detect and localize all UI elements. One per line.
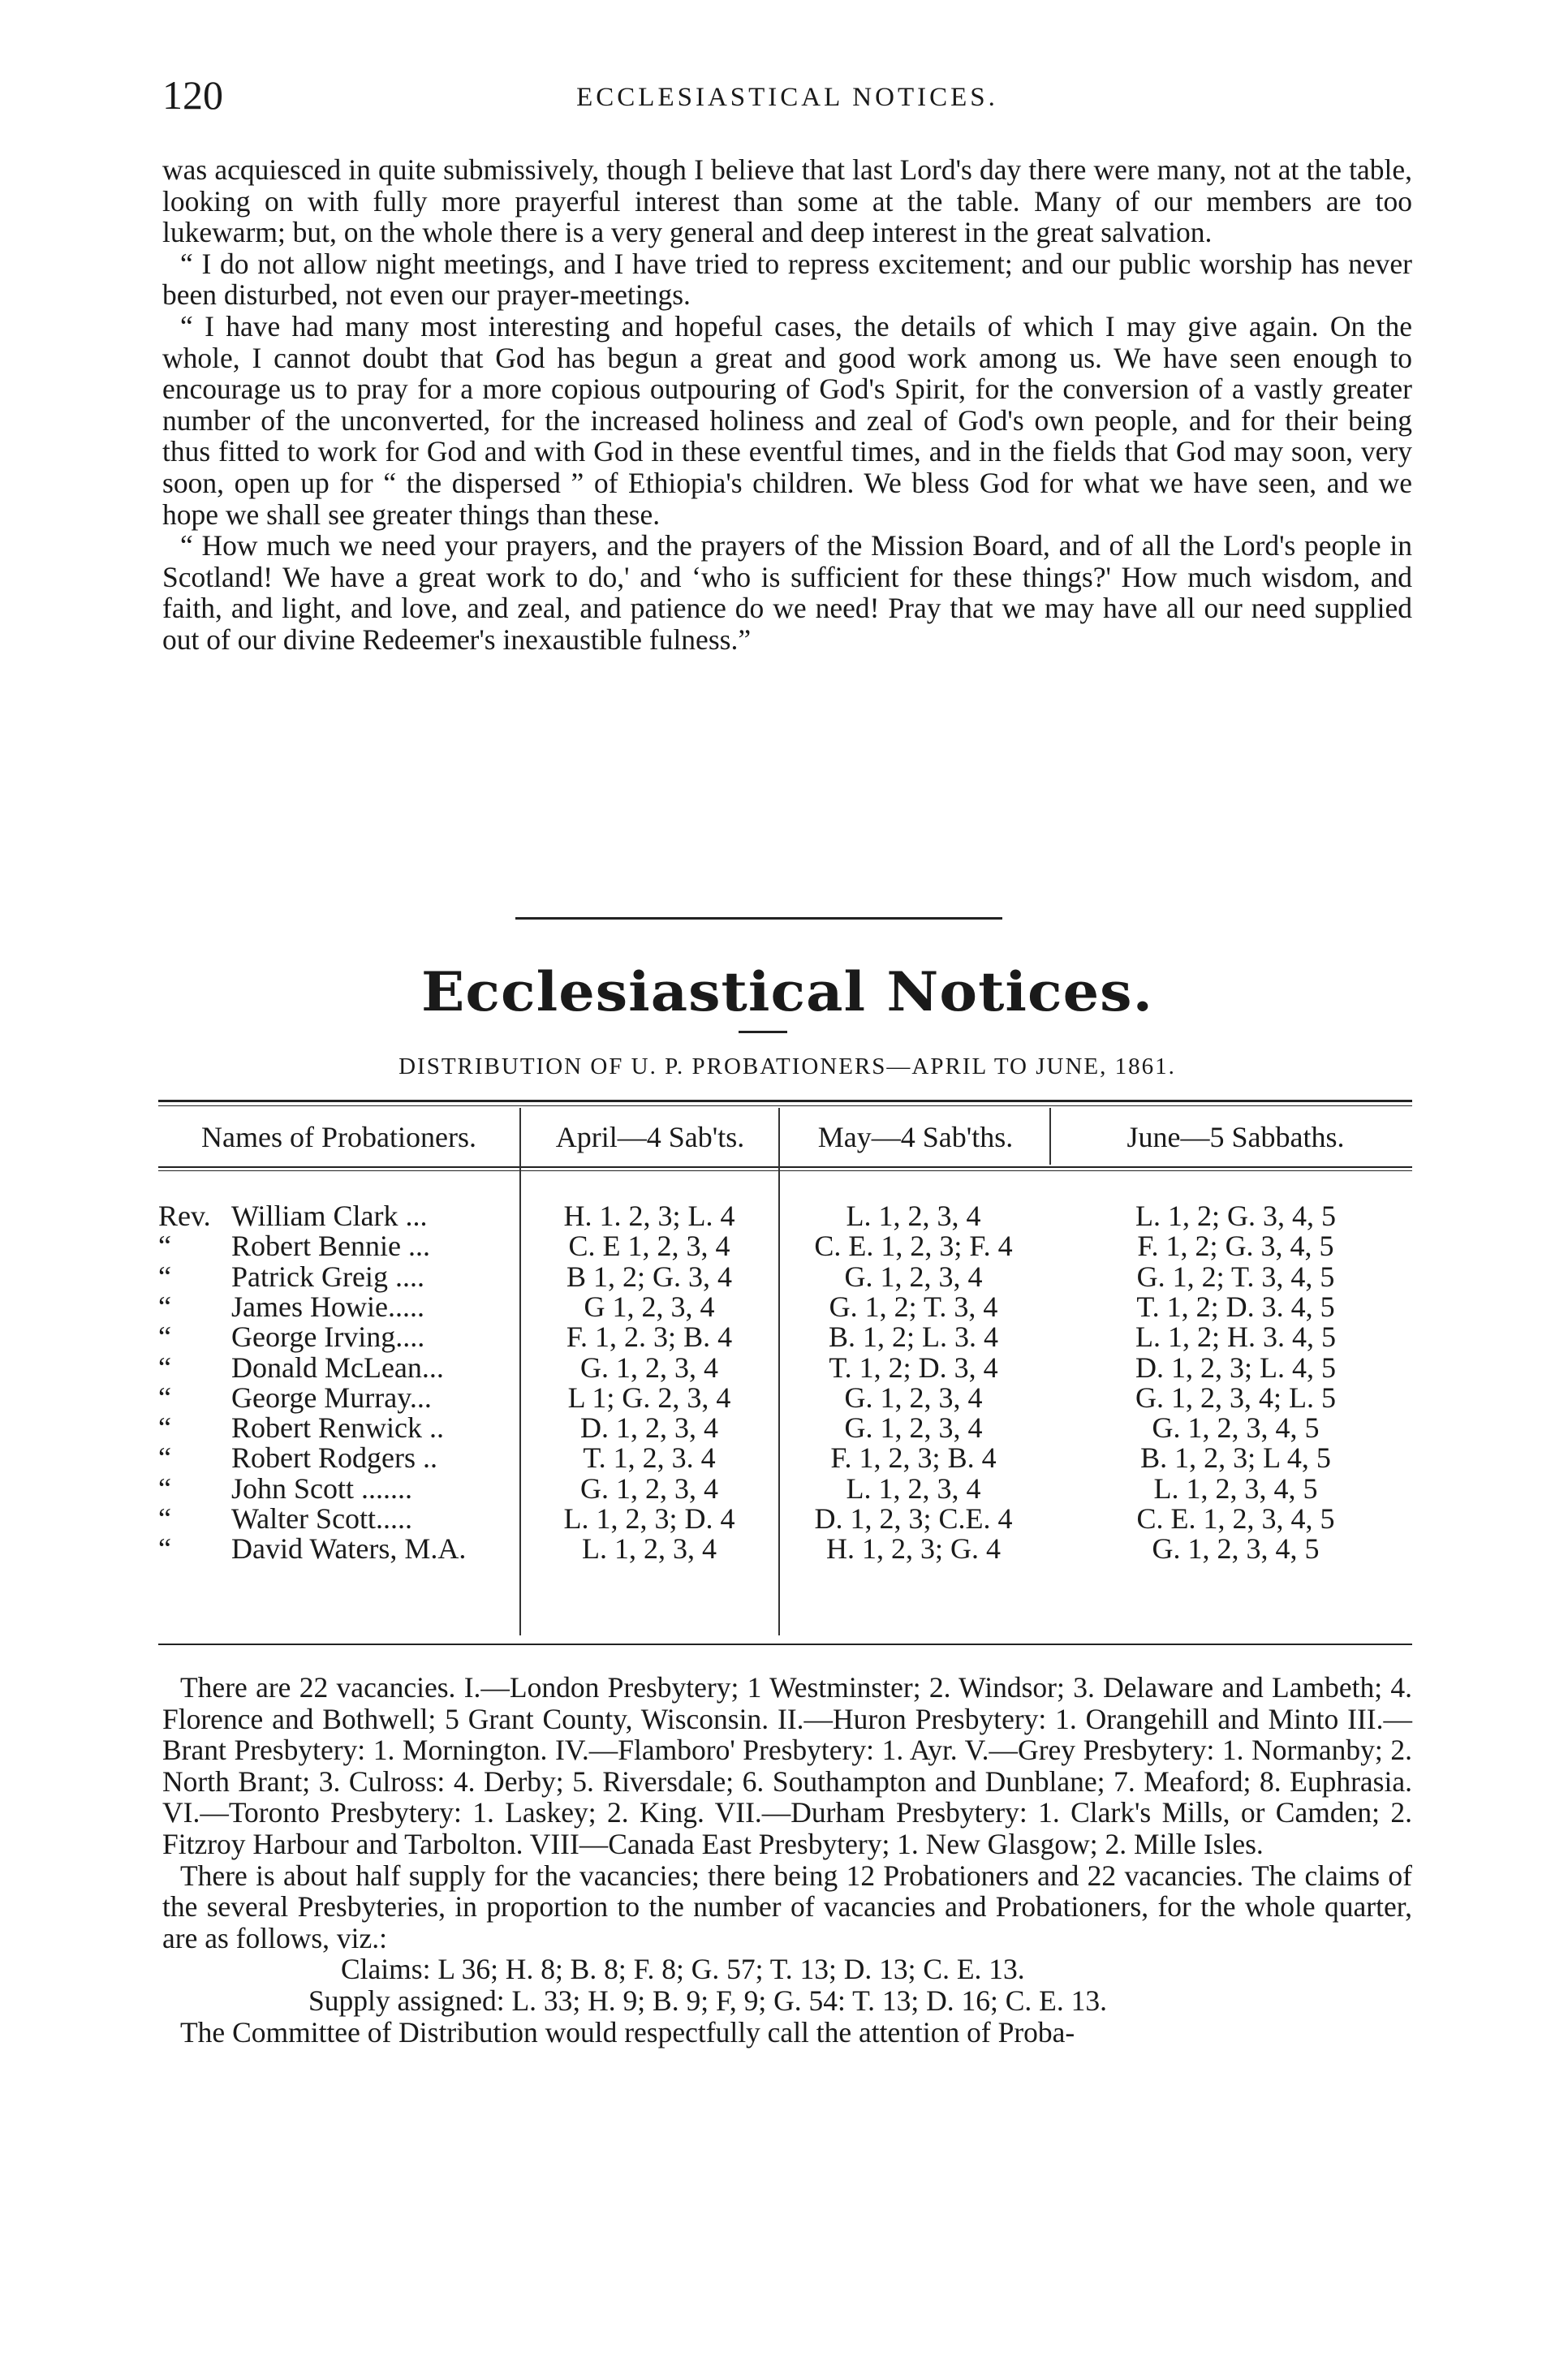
vacancies-paragraph: There are 22 vacancies. I.—London Presbytery; 1 Westminster; 2. Windsor; 3. Delaware and Lambeth; 4. Florence and Bothwell; 5 Grant County, Wisconsin. II.—Huron Presbytery: 1. Orangehill and Minto III.—Brant Presbytery: 1. Mornington. IV.—Flamboro' Presbytery: 1. Ayr. V.—Grey Presbytery: 1. Normanby; 2. North Brant; 3. Culross: 4. Derby; 5. Riversdale; 6. Southampton and Dunblane; 7. Meaford; 8. Euphrasia. VI.—Toronto Presbytery: 1. Laskey; 2. King. VII.—Durham Presbytery: 1. Clark's Mills, or Camden; 2. Fitzroy Harbour and Tarbolton. VIII—Canada East Presbytery; 1. New Glasgow; 2. Mille Isles. [162, 1671, 1412, 1860]
may-assignment: F. 1, 2, 3; B. 4 [830, 1441, 997, 1475]
april-assignment: L. 1, 2, 3; D. 4 [563, 1502, 735, 1535]
june-assignment: D. 1, 2, 3; L. 4, 5 [1135, 1351, 1336, 1384]
name-text: Walter Scott..... [231, 1502, 413, 1535]
june-assignment: C. E. 1, 2, 3, 4, 5 [1136, 1502, 1335, 1535]
letter-text [162, 154, 1412, 656]
header-names: Names of Probationers. [201, 1121, 476, 1153]
table-row [158, 1411, 1412, 1445]
name-text: Patrick Greig .... [231, 1260, 424, 1293]
name-text: William Clark ... [231, 1200, 428, 1232]
may-assignment: B. 1, 2; L. 3. 4 [828, 1321, 998, 1354]
letter-paragraph: “ I have had many most interesting and hopeful cases, the details of which I may give again. On the whole, I cannot doubt that God has begun a great and good work among us. We have seen enough to encourage us to pray for a more copious outpouring of God's Spirit, for the conversion of a vastly greater number of the unconverted, for the increased holiness and zeal of God's own people, and for their being thus fitted to work for God and with God in these eventful times, and in the fields that God may soon, very soon, open up for “ the dispersed ” of Ethiopia's children. We bless God for what we have seen, and we hope we shall see greater things than these. [162, 309, 1412, 531]
table-top-rule [158, 1100, 1412, 1102]
table-row [158, 1260, 1412, 1293]
april-assignment: F. 1, 2. 3; B. 4 [566, 1321, 733, 1354]
table-bottom-rule [158, 1644, 1412, 1645]
probationer-name [158, 1351, 515, 1385]
may-assignment: G. 1, 2, 3, 4 [844, 1260, 983, 1293]
name-text: George Murray... [231, 1381, 432, 1414]
probationer-name [158, 1199, 515, 1233]
name-prefix: “ [158, 1230, 171, 1263]
name-text: George Irving.... [231, 1321, 425, 1354]
header-rule [158, 1166, 1412, 1168]
table-row [158, 1199, 1412, 1232]
name-text: Robert Renwick .. [231, 1411, 444, 1445]
title-underline [739, 1031, 787, 1033]
name-prefix: “ [158, 1471, 171, 1505]
table-row [158, 1471, 1412, 1505]
june-assignment: L. 1, 2; G. 3, 4, 5 [1135, 1200, 1336, 1232]
letter-paragraph: “ I do not allow night meetings, and I have tried to repress excitement; and our public worship has never been disturbed, not even our prayer-meetings. [162, 247, 1412, 312]
table-top-rule-thin [158, 1105, 1412, 1106]
april-assignment: D. 1, 2, 3, 4 [580, 1411, 718, 1445]
probationers-table [158, 1100, 1412, 1652]
claims-line: Claims: L 36; H. 8; B. 8; F. 8; G. 57; T. 13; D. 13; C. E. 13. [341, 1953, 1025, 1986]
name-text: John Scott ....... [231, 1471, 413, 1505]
april-assignment: C. E 1, 2, 3, 4 [568, 1230, 730, 1263]
april-assignment: T. 1, 2, 3. 4 [583, 1441, 716, 1475]
name-prefix: “ [158, 1381, 171, 1414]
header-may: May—4 Sab'ths. [817, 1121, 1014, 1153]
notes-text [162, 1672, 1412, 2048]
section-divider [515, 917, 1002, 920]
header-april: April—4 Sab'ts. [555, 1121, 745, 1153]
probationer-name [158, 1320, 515, 1354]
may-assignment: L. 1, 2, 3, 4 [846, 1200, 981, 1232]
table-row [158, 1532, 1412, 1566]
april-assignment: B 1, 2; G. 3, 4 [566, 1260, 732, 1293]
supply-assigned-line: Supply assigned: L. 33; H. 9; B. 9; F, 9; G. 54: T. 13; D. 16; C. E. 13. [308, 1984, 1107, 2017]
june-assignment: G. 1, 2, 3, 4; L. 5 [1135, 1381, 1336, 1414]
table-subtitle: DISTRIBUTION OF U. P. PROBATIONERS—APRIL TO JUNE, 1861. [398, 1053, 1176, 1079]
table-row [158, 1441, 1412, 1475]
may-assignment: D. 1, 2, 3; C.E. 4 [814, 1502, 1013, 1535]
april-assignment: G. 1, 2, 3, 4 [580, 1471, 718, 1505]
header-rule-thin [158, 1170, 1412, 1171]
april-assignment: G 1, 2, 3, 4 [584, 1290, 715, 1323]
letter-paragraph: was acquiesced in quite submissively, though I believe that last Lord's day there were many, not at the table, looking on with fully more prayerful interest than some at the table. Many of our members are too lukewarm; but, on the whole there is a very general and deep interest in the great salvation. [162, 153, 1412, 249]
name-text: Robert Rodgers .. [231, 1441, 437, 1475]
table-row [158, 1381, 1412, 1414]
may-assignment: G. 1, 2, 3, 4 [844, 1381, 983, 1414]
june-assignment: T. 1, 2; D. 3. 4, 5 [1136, 1290, 1335, 1323]
name-prefix: “ [158, 1351, 171, 1384]
probationer-name [158, 1501, 515, 1536]
name-prefix: “ [158, 1441, 171, 1475]
running-head: ECCLESIASTICAL NOTICES. [576, 83, 998, 112]
june-assignment: L. 1, 2; H. 3. 4, 5 [1135, 1321, 1336, 1354]
probationer-name [158, 1532, 515, 1566]
name-prefix: Rev. [158, 1200, 211, 1232]
letter-paragraph: “ How much we need your prayers, and the prayers of the Mission Board, and of all the Lord's people in Scotland! We have a great work to do,' and ‘who is sufficient for these things?' How much wisdom, and faith, and light, and love, and zeal, and patience do we need! Pray that we may have all our need supplied out of our divine Redeemer's inexaustible fulness.” [162, 529, 1412, 656]
name-text: David Waters, M.A. [231, 1532, 467, 1566]
closing-paragraph: The Committee of Distribution would respectfully call the attention of Proba- [180, 2015, 1075, 2049]
header-june: June—5 Sabbaths. [1126, 1121, 1345, 1153]
name-prefix: “ [158, 1321, 171, 1354]
may-assignment: G. 1, 2, 3, 4 [844, 1411, 983, 1445]
april-assignment: G. 1, 2, 3, 4 [580, 1351, 718, 1384]
april-assignment: H. 1. 2, 3; L. 4 [563, 1200, 735, 1232]
april-assignment: L. 1, 2, 3, 4 [582, 1532, 717, 1566]
probationer-name [158, 1229, 515, 1263]
may-assignment: H. 1, 2, 3; G. 4 [826, 1532, 1001, 1566]
supply-paragraph: There is about half supply for the vacancies; there being 12 Probationers and 22 vacancies. The claims of the several Presbyteries, in proportion to the number of vacancies and Probationers, for the whole quarter, are as follows, viz.: [162, 1859, 1412, 1954]
june-assignment: B. 1, 2, 3; L 4, 5 [1140, 1441, 1331, 1475]
table-row [158, 1290, 1412, 1323]
probationer-name [158, 1260, 515, 1294]
name-prefix: “ [158, 1502, 171, 1535]
name-text: Robert Bennie ... [231, 1230, 430, 1263]
column-divider [1049, 1108, 1051, 1165]
probationer-name [158, 1441, 515, 1475]
probationer-name [158, 1471, 515, 1506]
june-assignment: G. 1, 2, 3, 4, 5 [1152, 1532, 1320, 1566]
name-text: Donald McLean... [231, 1351, 444, 1384]
name-prefix: “ [158, 1260, 171, 1293]
name-prefix: “ [158, 1532, 171, 1566]
name-prefix: “ [158, 1290, 171, 1323]
section-title: Ecclesiastical Notices. [421, 959, 1153, 1023]
table-row [158, 1501, 1412, 1535]
may-assignment: C. E. 1, 2, 3; F. 4 [814, 1230, 1013, 1263]
table-row [158, 1351, 1412, 1384]
june-assignment: F. 1, 2; G. 3, 4, 5 [1137, 1230, 1334, 1263]
may-assignment: T. 1, 2; D. 3, 4 [829, 1351, 998, 1384]
june-assignment: L. 1, 2, 3, 4, 5 [1153, 1471, 1318, 1505]
may-assignment: L. 1, 2, 3, 4 [846, 1471, 981, 1505]
may-assignment: G. 1, 2; T. 3, 4 [829, 1290, 998, 1323]
name-prefix: “ [158, 1411, 171, 1445]
april-assignment: L 1; G. 2, 3, 4 [567, 1381, 731, 1414]
probationer-name [158, 1290, 515, 1324]
probationer-name [158, 1381, 515, 1415]
probationer-name [158, 1411, 515, 1445]
page-header [162, 71, 1412, 120]
june-assignment: G. 1, 2; T. 3, 4, 5 [1136, 1260, 1335, 1293]
name-text: James Howie..... [231, 1290, 424, 1323]
page-number: 120 [162, 72, 223, 118]
june-assignment: G. 1, 2, 3, 4, 5 [1152, 1411, 1320, 1445]
table-row [158, 1229, 1412, 1263]
table-row [158, 1320, 1412, 1354]
